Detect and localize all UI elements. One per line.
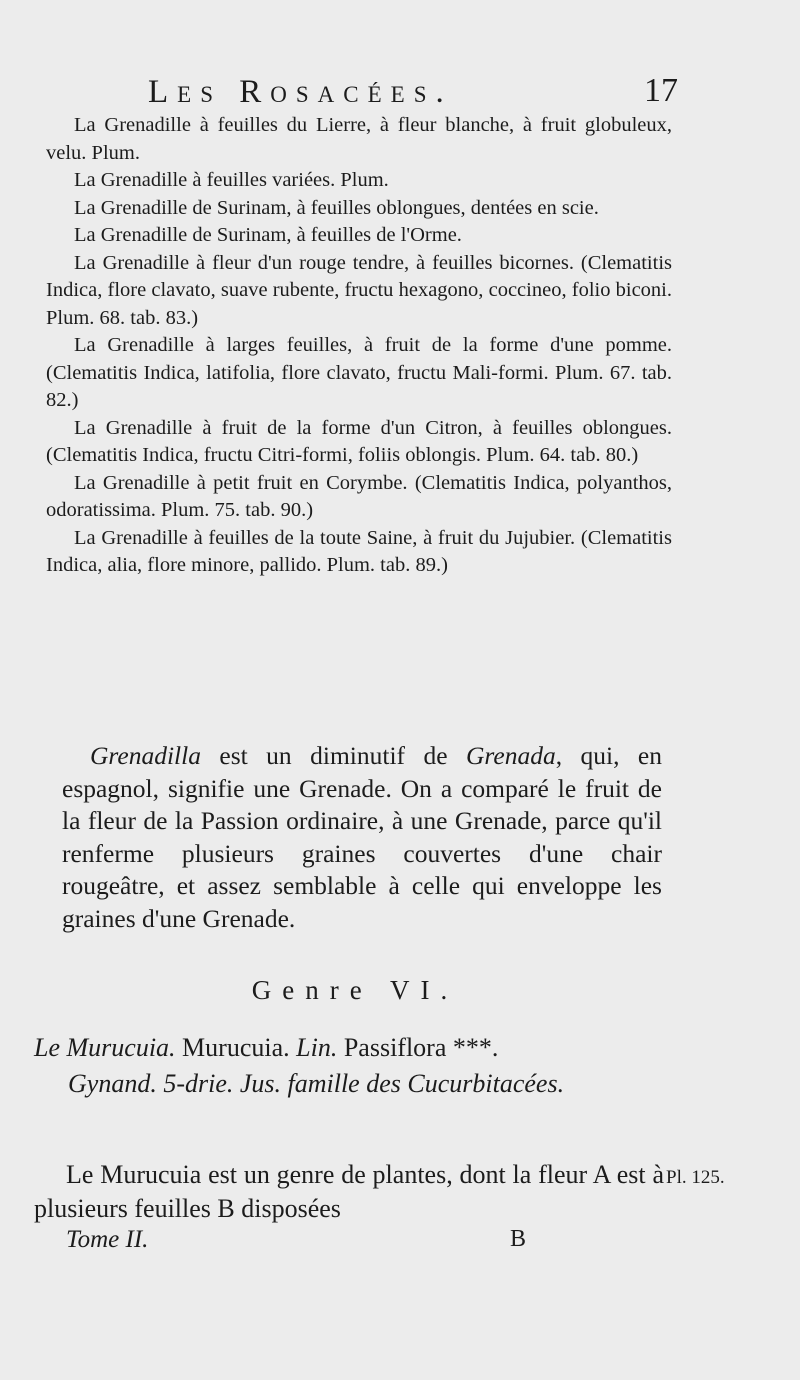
description-text: Le Murucuia est un genre de plantes, dont la fleur A est à plusieurs feuilles B disposées	[34, 1160, 664, 1223]
species-entry: La Grenadille de Surinam, à feuilles oblongues, dentées en scie.	[74, 196, 599, 219]
genus-lin: Lin.	[296, 1033, 338, 1062]
volume-footer: Tome II.	[66, 1226, 149, 1253]
page-number: 17	[644, 72, 678, 109]
species-list	[46, 112, 672, 580]
genus-classification: Gynand. 5-drie. Jus. famille des Cucurbitacées.	[68, 1069, 565, 1098]
species-entry: La Grenadille à fleur d'un rouge tendre, à feuilles bicornes. (Clematitis Indica, flore clavato, suave rubente, fructu hexagono, coccineo, folio biconi. Plum. 68. tab. 83.)	[46, 251, 672, 329]
etymology-paragraph	[62, 740, 662, 936]
term-grenada: Grenada	[466, 741, 556, 770]
species-entry: La Grenadille à larges feuilles, à fruit de la forme d'une pomme. (Clematitis Indica, latifolia, flore clavato, fructu Mali-formi. Plum. 67. tab. 82.)	[46, 334, 672, 411]
species-entry: La Grenadille à feuilles variées. Plum.	[74, 169, 389, 191]
running-title: Les Rosacées.	[148, 74, 453, 110]
signature-mark: B	[510, 1226, 527, 1252]
term-grenadilla: Grenadilla	[90, 741, 201, 770]
genus-line-2	[34, 1066, 664, 1102]
species-entry: La Grenadille à petit fruit en Corymbe. (Clematitis Indica, polyanthos, odoratissima. Plum. 75. tab. 90.)	[46, 471, 672, 521]
section-heading: Genre VI.	[251, 975, 459, 1005]
page-header	[148, 74, 678, 114]
genus-name-lat: Murucuia.	[175, 1033, 297, 1062]
genus-heading	[34, 1030, 664, 1102]
etymology-text-b: , qui, en espagnol, signifie une Grenade. On a comparé le fruit de la fleur de la Passion ordinaire, à une Grenade, parce qu'il renferme plusieurs graines couvertes d'une chair rougeâtre, et assez semblable à celle qui enveloppe les graines d'une Grenade.	[62, 741, 663, 933]
genus-passiflora: Passiflora ***.	[337, 1033, 499, 1062]
species-entry: La Grenadille à feuilles du Lierre, à fleur blanche, à fruit globuleux, velu. Plum.	[46, 114, 672, 164]
species-entry: La Grenadille de Surinam, à feuilles de l'Orme.	[74, 224, 462, 246]
plate-reference: Pl. 125.	[666, 1167, 725, 1188]
genus-name-fr: Le Murucuia.	[34, 1033, 176, 1062]
species-entry: La Grenadille à fruit de la forme d'un Citron, à feuilles oblongues. (Clematitis Indica, fructu Citri-formi, foliis oblongis. Plum. 64. tab. 80.)	[46, 416, 672, 466]
etymology-text	[62, 740, 662, 936]
description-paragraph	[34, 1158, 664, 1226]
etymology-text-a: est un diminutif de	[200, 741, 466, 770]
species-entry: La Grenadille à feuilles de la toute Saine, à fruit du Jujubier. (Clematitis Indica, alia, flore minore, pallido. Plum. tab. 89.)	[46, 526, 672, 576]
genus-line-1	[34, 1030, 664, 1066]
